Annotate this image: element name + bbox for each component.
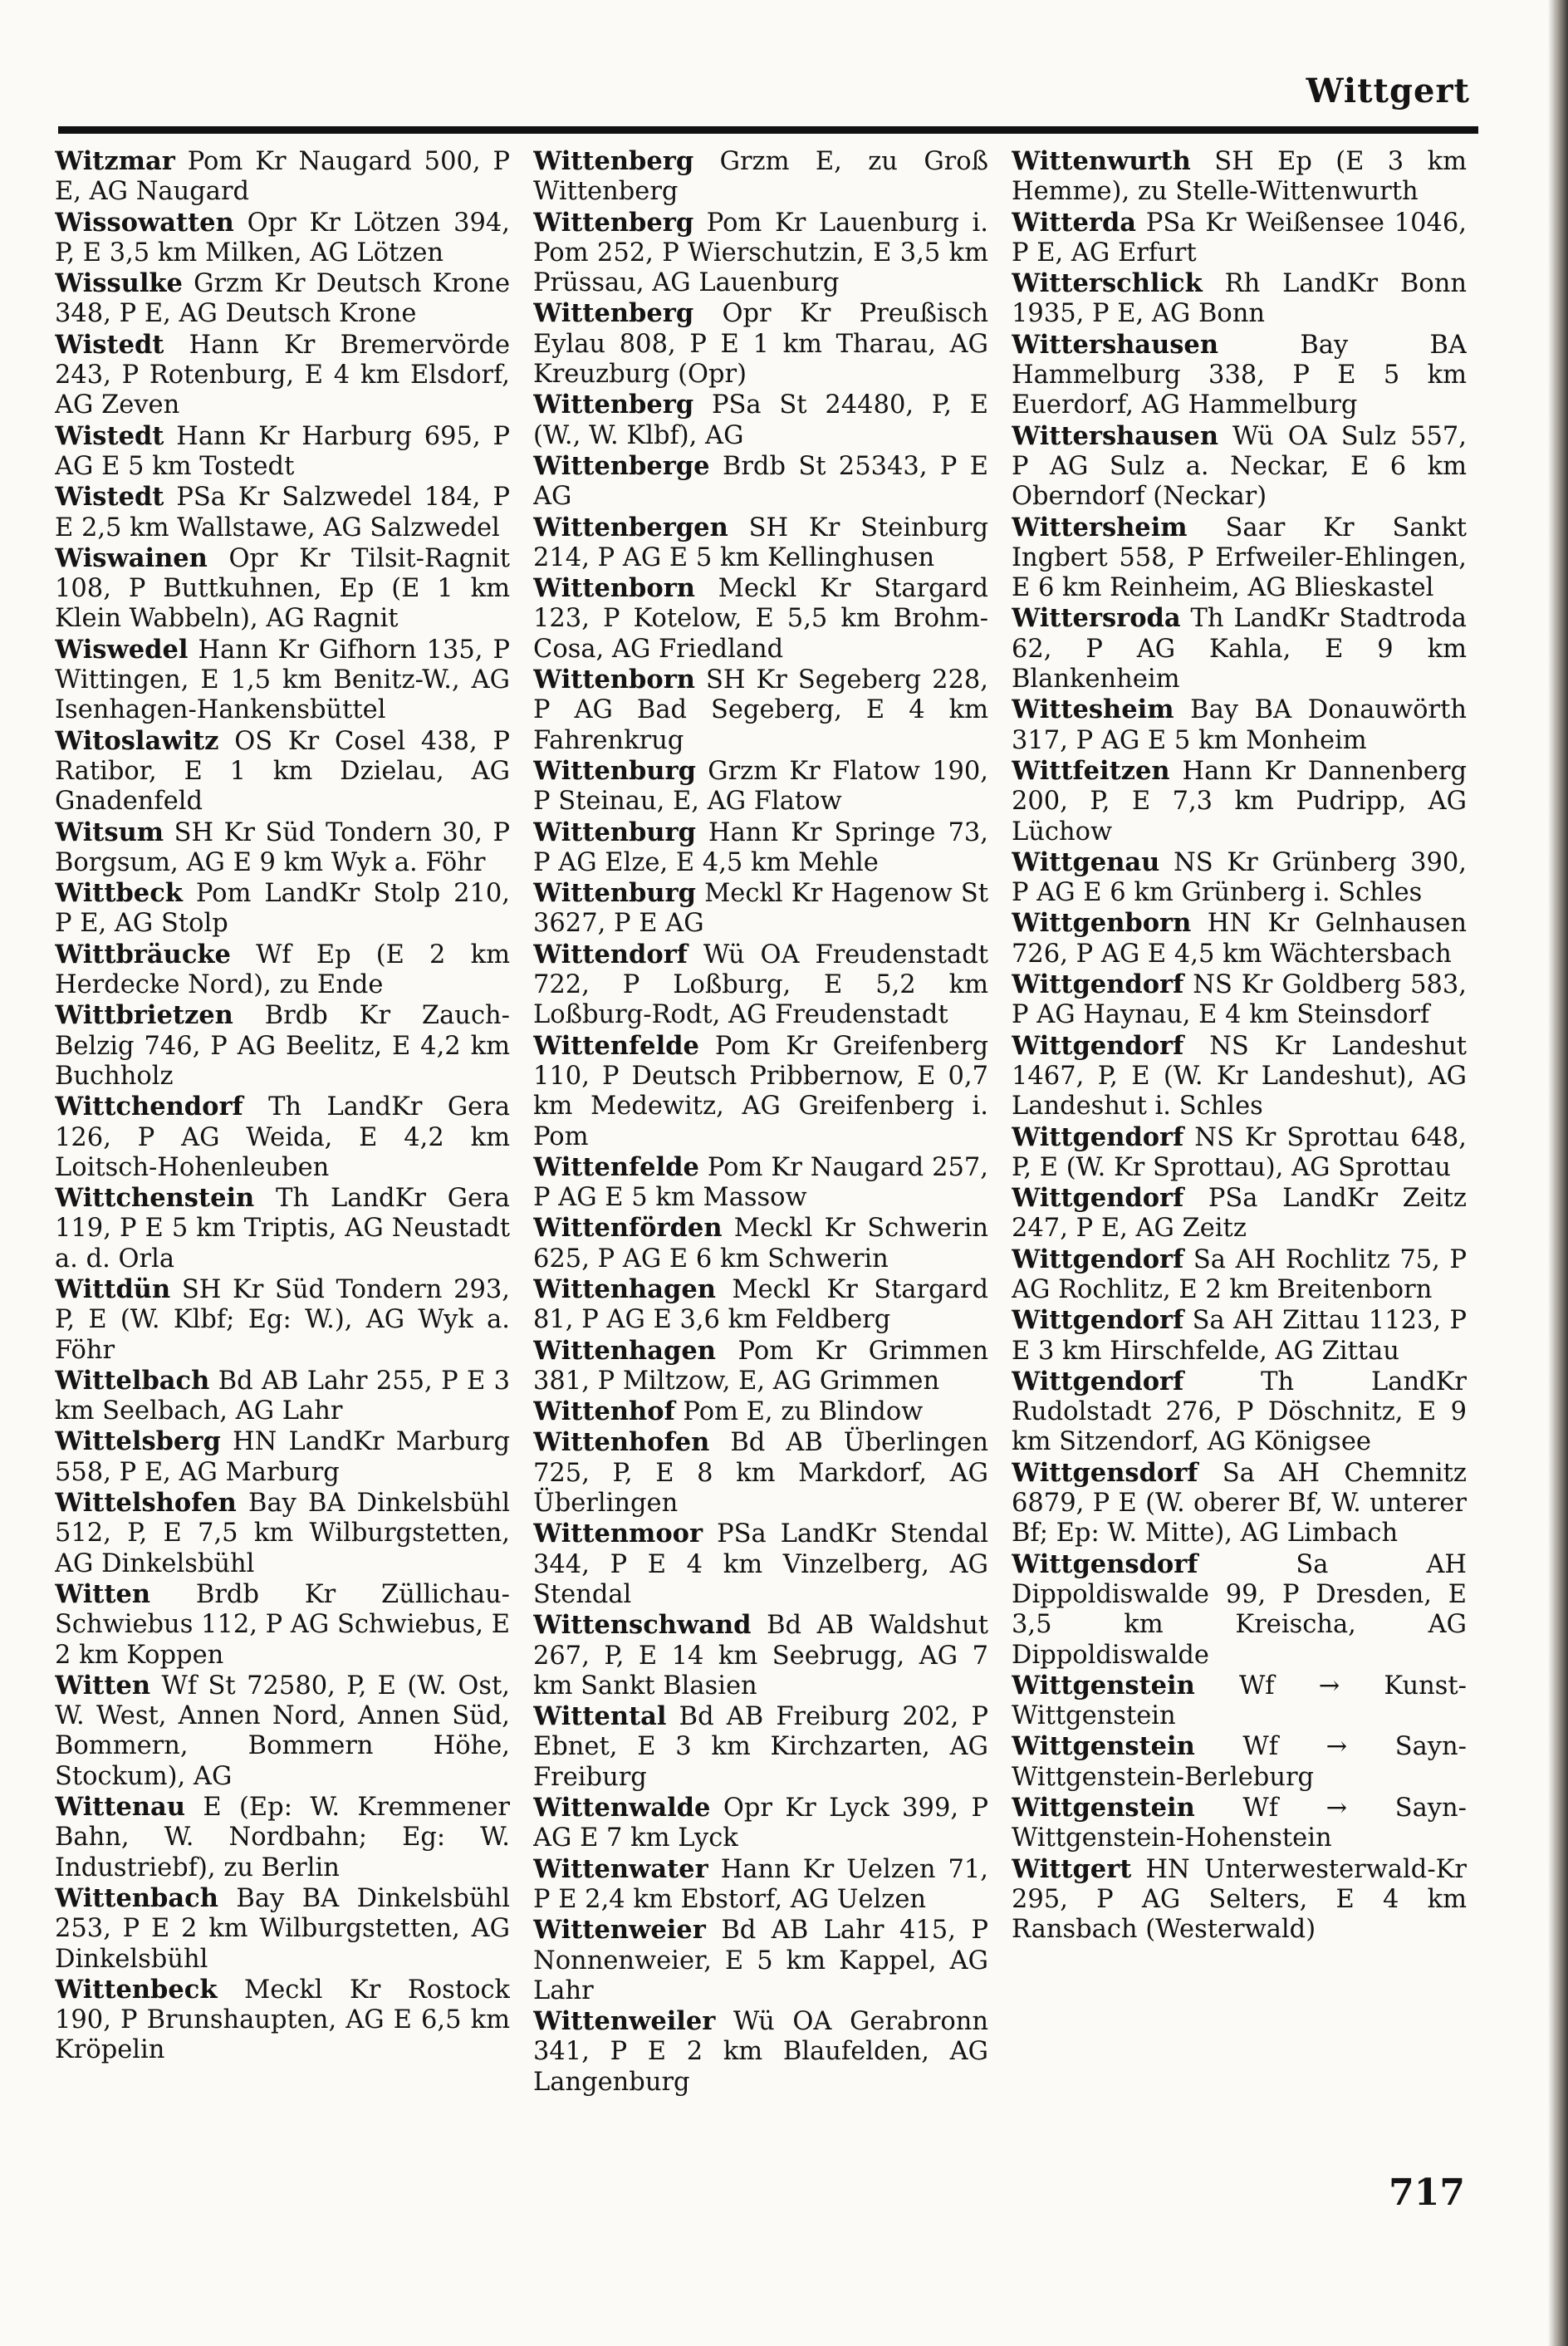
entry-headword: Wittgenborn [1012,908,1192,939]
entry-text: Hann Kr Dannenberg 200, P, E 7,3 km Pudripp, AG Lüchow [1012,756,1467,847]
gazetteer-entry [1012,330,1467,421]
entry-text: Wf St 72580, P, E (W. Ost, W. West, Annen Nord, Annen Süd, Bommern, Bommern Höhe, Stockum), AG [55,1671,510,1791]
entry-text: Pom Kr Grimmen 381, P Miltzow, E, AG Grimmen [533,1336,988,1396]
entry-headword: Wittbräucke [55,939,231,969]
entry-headword: Wittenau [55,1792,185,1823]
gazetteer-entry [55,1792,510,1883]
entry-headword: Wittenbach [55,1882,218,1913]
entry-headword: Wittgendorf [1012,1305,1184,1336]
gazetteer-entry [533,1854,988,1916]
entry-text: Wf → Sayn-Wittgenstein-Berleburg [1012,1732,1467,1792]
gazetteer-entry [55,1092,510,1183]
entry-headword: Wittgendorf [1012,1366,1184,1396]
gazetteer-entry [533,817,988,879]
gazetteer-entry [533,1152,988,1214]
entry-text: Opr Kr Lyck 399, P AG E 7 km Lyck [533,1794,988,1853]
entry-headword: Witten [55,1578,151,1609]
entry-headword: Wittenbergen [533,512,728,542]
entry-headword: Wittenburg [533,755,696,786]
gazetteer-entry [533,208,988,299]
gazetteer-entry [1012,1731,1467,1793]
entry-headword: Wissowatten [55,207,234,238]
entry-text: Hann Kr Gifhorn 135, P Wittingen, E 1,5 km Benitz-W., AG Isenhagen-Hankensbüttel [55,635,510,725]
gazetteer-entry [533,756,988,817]
entry-headword: Wittchenstein [55,1183,255,1214]
gazetteer-entry [533,1274,988,1336]
gazetteer-entry [533,1519,988,1610]
entry-headword: Wittgendorf [1012,1030,1184,1061]
entry-headword: Witterda [1012,207,1137,238]
entry-headword: Wittgendorf [1012,1244,1184,1274]
gazetteer-entry [1012,1458,1467,1549]
entry-text: Opr Kr Tilsit-Ragnit 108, P Buttkuhnen, Ep (E 1 km Klein Wabbeln), AG Ragnit [55,543,510,634]
gazetteer-entry [55,1579,510,1671]
gazetteer-entry [1012,146,1467,208]
entry-text: Hann Kr Harburg 695, P AG E 5 km Tostedt [55,421,510,481]
entry-headword: Wittenhof [533,1396,675,1427]
entry-text: Sa AH Chemnitz 6879, P E (W. oberer Bf, W. unterer Bf; Ep: W. Mitte), AG Limbach [1012,1458,1467,1548]
gazetteer-entry [533,1793,988,1854]
entry-text: NS Kr Landeshut 1467, P, E (W. Kr Landeshut), AG Landeshut i. Schles [1012,1031,1467,1121]
gazetteer-entry [1012,513,1467,604]
entry-text: Bd AB Überlingen 725, P, E 8 km Markdorf, AG Überlingen [533,1428,988,1519]
entry-headword: Wittgenstein [1012,1670,1195,1701]
entry-headword: Wittenberg [533,207,694,238]
gazetteer-entry [1012,1854,1467,1946]
entry-text: Th LandKr Gera 119, P E 5 km Triptis, AG Neustadt a. d. Orla [55,1184,510,1274]
column-2 [533,146,988,2157]
entry-text: Bd AB Lahr 415, P Nonnenweier, E 5 km Kappel, AG Lahr [533,1916,988,2005]
gazetteer-entry [1012,208,1467,269]
entry-text: Meckl Kr Stargard 123, P Kotelow, E 5,5 km Brohm-Cosa, AG Friedland [533,574,988,664]
entry-headword: Wittenmoor [533,1519,703,1549]
gazetteer-entry [1012,1367,1467,1458]
entry-headword: Wittgendorf [1012,1183,1184,1214]
entry-headword: Witten [55,1670,151,1701]
entry-text: Pom E, zu Blindow [683,1397,924,1427]
gazetteer-entry [533,1396,988,1427]
gazetteer-entry [55,1883,510,1975]
entry-text: Th LandKr Stadtroda 62, P AG Kahla, E 9 km Blankenheim [1012,604,1467,694]
gazetteer-entry [55,268,510,330]
page-number: 717 [1389,2172,1465,2214]
gazetteer-entry [55,635,510,726]
gazetteer-entry [533,1336,988,1397]
entry-headword: Wittenhagen [533,1274,716,1304]
entry-text: Brdb Kr Züllichau-Schwiebus 112, P AG Schwiebus, E 2 km Koppen [55,1579,510,1670]
entry-headword: Wittenschwand [533,1610,752,1641]
entry-headword: Wittenförden [533,1213,723,1244]
entry-headword: Wittenwater [533,1853,708,1884]
entry-headword: Wittenberge [533,450,710,481]
entry-text: Wü OA Sulz 557, P AG Sulz a. Neckar, E 6 km Oberndorf (Neckar) [1012,421,1467,512]
entry-headword: Wittgensdorf [1012,1548,1198,1579]
entry-text: Brdb Kr Zauch-Belzig 746, P AG Beelitz, E 4,2 km Buchholz [55,1001,510,1091]
entry-headword: Wittgenstein [1012,1793,1195,1823]
entry-text: Meckl Kr Schwerin 625, P AG E 6 km Schwerin [533,1214,988,1274]
gazetteer-entry [55,543,510,635]
gazetteer-entry [1012,421,1467,513]
gazetteer-entry [533,2006,988,2098]
entry-headword: Wittgert [1012,1853,1132,1884]
entry-headword: Wittfeitzen [1012,755,1170,786]
entry-text: NS Kr Goldberg 583, P AG Haynau, E 4 km Steinsdorf [1012,970,1467,1030]
entry-headword: Wittenweier [533,1915,706,1946]
entry-text: Wf → Sayn-Wittgenstein-Hohenstein [1012,1794,1467,1853]
entry-headword: Witterschlick [1012,268,1203,299]
entry-text: Wf Ep (E 2 km Herdecke Nord), zu Ende [55,940,510,1000]
entry-headword: Wittelsberg [55,1426,221,1457]
entry-headword: Wittdün [55,1274,171,1304]
entry-headword: Wittenburg [533,817,696,847]
entry-text: Pom Kr Greifenberg 110, P Deutsch Pribbernow, E 0,7 km Medewitz, AG Greifenberg i. Pom [533,1031,988,1151]
entry-headword: Wittersroda [1012,603,1181,634]
gazetteer-entry [55,330,510,421]
entry-text: PSa Kr Weißensee 1046, P E, AG Erfurt [1012,208,1467,267]
entry-text: HN LandKr Marburg 558, P E, AG Marburg [55,1427,510,1487]
entry-text: Wf → Kunst-Wittgenstein [1012,1671,1467,1731]
gazetteer-entry [1012,1793,1467,1854]
entry-text: E (Ep: W. Kremmener Bahn, W. Nordbahn; Eg: W. Industriebf), zu Berlin [55,1793,510,1882]
entry-headword: Wittenbeck [55,1974,218,2005]
entry-text: Bay BA Dinkelsbühl 253, P E 2 km Wilburgstetten, AG Dinkelsbühl [55,1883,510,1974]
entry-text: SH Kr Süd Tondern 293, P, E (W. Klbf; Eg: W.), AG Wyk a. Föhr [55,1274,510,1365]
entry-headword: Wittershausen [1012,329,1218,360]
entry-headword: Wiswedel [55,634,189,665]
gazetteer-entry [1012,1183,1467,1244]
entry-text: PSa LandKr Stendal 344, P E 4 km Vinzelberg, AG Stendal [533,1519,988,1609]
entry-text: PSa Kr Salzwedel 184, P E 2,5 km Wallstawe, AG Salzwedel [55,483,510,542]
entry-text: Brdb St 25343, P E AG [533,451,988,512]
gazetteer-entry [1012,268,1467,330]
entry-text: Th LandKr Rudolstadt 276, P Döschnitz, E 9 km Sitzendorf, AG Königsee [1012,1367,1467,1457]
entry-text: Bay BA Hammelburg 338, P E 5 km Euerdorf, AG Hammelburg [1012,330,1467,420]
entry-text: Bd AB Freiburg 202, P Ebnet, E 3 km Kirchzarten, AG Freiburg [533,1702,988,1792]
gazetteer-entry [55,1975,510,2066]
entry-headword: Wittenfelde [533,1030,699,1061]
entry-headword: Wittenberg [533,390,694,420]
entry-headword: Wistedt [55,482,164,513]
entry-headword: Wittgensdorf [1012,1457,1198,1488]
column-3 [1012,146,1467,2157]
entry-text: SH Ep (E 3 km Hemme), zu Stelle-Wittenwurth [1012,147,1467,207]
entry-text: NS Kr Grünberg 390, P AG E 6 km Grünberg i. Schles [1012,847,1467,908]
entry-text: Opr Kr Lötzen 394, P, E 3,5 km Milken, AG Lötzen [55,208,510,267]
entry-text: Saar Kr Sankt Ingbert 558, P Erfweiler-Ehlingen, E 6 km Reinheim, AG Blieskastel [1012,513,1467,603]
gazetteer-entry [1012,1549,1467,1671]
entry-text: NS Kr Sprottau 648, P, E (W. Kr Sprottau), AG Sprottau [1012,1122,1467,1182]
entry-headword: Wittenburg [533,878,696,909]
entry-headword: Wittenwalde [533,1793,711,1823]
entry-headword: Wittenwurth [1012,146,1191,176]
entry-text: HN Unterwesterwald-Kr 295, P AG Selters, E 4 km Ransbach (Westerwald) [1012,1854,1467,1945]
gazetteer-entry [533,940,988,1031]
entry-text: Meckl Kr Stargard 81, P AG E 3,6 km Feldberg [533,1274,988,1335]
entry-text: Pom Kr Naugard 500, P E, AG Naugard [55,147,510,207]
gazetteer-entry [533,451,988,513]
entry-headword: Wittelbach [55,1365,210,1396]
entry-text: Hann Kr Springe 73, P AG Elze, E 4,5 km Mehle [533,817,988,877]
gazetteer-entry [533,513,988,574]
entry-headword: Wistedt [55,329,164,360]
entry-headword: Wittgendorf [1012,1121,1184,1152]
entry-headword: Witoslawitz [55,725,219,756]
entry-text: Rh LandKr Bonn 1935, P E, AG Bonn [1012,269,1467,329]
entry-text: Grzm Kr Flatow 190, P Steinau, E, AG Flatow [533,756,988,817]
gazetteer-entry [1012,756,1467,847]
entry-text: Wü OA Freudenstadt 722, P Loßburg, E 5,2 km Loßburg-Rodt, AG Freudenstadt [533,940,988,1030]
entry-headword: Wittershausen [1012,420,1218,451]
gazetteer-entry [533,146,988,208]
gazetteer-entry [55,817,510,879]
entry-text: OS Kr Cosel 438, P Ratibor, E 1 km Dzielau, AG Gnadenfeld [55,726,510,817]
running-head: Wittgert [1306,71,1470,110]
gazetteer-entry [533,1427,988,1519]
gazetteer-columns [55,146,1467,2157]
entry-text: Sa AH Dippoldiswalde 99, P Dresden, E 3,5 km Kreischa, AG Dippoldiswalde [1012,1549,1467,1670]
gazetteer-entry [55,1274,510,1366]
entry-headword: Wittchendorf [55,1092,243,1122]
gazetteer-entry [55,146,510,208]
entry-text: Hann Kr Uelzen 71, P E 2,4 km Ebstorf, AG Uelzen [533,1854,988,1914]
entry-headword: Wittelshofen [55,1488,237,1519]
entry-text: Bd AB Lahr 255, P E 3 km Seelbach, AG Lahr [55,1366,510,1426]
entry-headword: Wittenborn [533,573,695,604]
gazetteer-entry [55,878,510,940]
entry-headword: Wittenhagen [533,1335,716,1366]
entry-headword: Wittenhofen [533,1427,710,1458]
gazetteer-entry [55,1488,510,1579]
gazetteer-entry [55,940,510,1001]
entry-headword: Witsum [55,817,164,847]
entry-text: PSa LandKr Zeitz 247, P E, AG Zeitz [1012,1184,1467,1244]
gazetteer-entry [1012,908,1467,969]
gazetteer-entry [1012,603,1467,694]
entry-text: PSa St 24480, P, E (W., W. Klbf), AG [533,390,988,450]
entry-text: SH Kr Steinburg 214, P AG E 5 km Kellinghusen [533,513,988,572]
gazetteer-entry [1012,694,1467,756]
gazetteer-entry [533,390,988,451]
entry-headword: Wittgenstein [1012,1731,1195,1762]
gazetteer-entry [55,482,510,543]
page-edge-shadow [1548,0,1568,2346]
entry-text: Meckl Kr Rostock 190, P Brunshaupten, AG E 6,5 km Kröpelin [55,1975,510,2065]
entry-text: HN Kr Gelnhausen 726, P AG E 4,5 km Wächtersbach [1012,909,1467,969]
entry-text: Wü OA Gerabronn 341, P E 2 km Blaufelden, AG Langenburg [533,2007,988,2097]
entry-text: Pom Kr Lauenburg i. Pom 252, P Wierschutzin, E 3,5 km Prüssau, AG Lauenburg [533,208,988,298]
entry-headword: Wittbeck [55,878,183,909]
gazetteer-entry [533,878,988,940]
entry-text: Grzm Kr Deutsch Krone 348, P E, AG Deutsch Krone [55,269,510,329]
entry-headword: Wittesheim [1012,694,1174,725]
entry-headword: Wittenberg [533,146,694,176]
gazetteer-entry [1012,1305,1467,1367]
entry-headword: Wittersheim [1012,512,1188,542]
gazetteer-entry [55,726,510,817]
gazetteer-entry [1012,847,1467,909]
column-1 [55,146,510,2157]
gazetteer-entry [1012,1671,1467,1732]
entry-text: Sa AH Rochlitz 75, P AG Rochlitz, E 2 km Breitenborn [1012,1244,1467,1304]
gazetteer-entry [55,1366,510,1427]
gazetteer-entry [55,1671,510,1792]
entry-headword: Wittenfelde [533,1151,699,1182]
entry-text: Bay BA Dinkelsbühl 512, P, E 7,5 km Wilburgstetten, AG Dinkelsbühl [55,1489,510,1578]
entry-text: Grzm E, zu Groß Wittenberg [533,147,988,207]
gazetteer-entry [55,1000,510,1092]
entry-headword: Wittenweiler [533,2006,716,2037]
entry-headword: Wittental [533,1701,667,1732]
entry-text: Pom LandKr Stolp 210, P E, AG Stolp [55,879,510,939]
entry-headword: Wiswainen [55,542,208,573]
gazetteer-entry [533,1701,988,1793]
entry-headword: Wittgendorf [1012,969,1184,1000]
entry-text: Meckl Kr Hagenow St 3627, P E AG [533,879,988,939]
gazetteer-entry [1012,1122,1467,1184]
gazetteer-entry [533,665,988,756]
gazetteer-entry [533,298,988,390]
gazetteer-entry [533,1213,988,1274]
entry-headword: Wittendorf [533,939,688,969]
entry-text: Th LandKr Gera 126, P AG Weida, E 4,2 km Loitsch-Hohenleuben [55,1092,510,1182]
entry-text: Bd AB Waldshut 267, P, E 14 km Seebrugg, AG 7 km Sankt Blasien [533,1611,988,1701]
gazetteer-entry [55,421,510,483]
gazetteer-entry [55,208,510,269]
entry-text: Opr Kr Preußisch Eylau 808, P E 1 km Tharau, AG Kreuzburg (Opr) [533,299,988,390]
entry-text: Pom Kr Naugard 257, P AG E 5 km Massow [533,1152,988,1213]
entry-headword: Wittgenau [1012,847,1160,877]
entry-headword: Wittenberg [533,298,694,329]
entry-headword: Wittbrietzen [55,1000,233,1031]
gazetteer-entry [533,573,988,665]
gazetteer-entry [55,1426,510,1488]
entry-text: Hann Kr Bremervörde 243, P Rotenburg, E 4 km Elsdorf, AG Zeven [55,330,510,420]
entry-headword: Wissulke [55,268,183,299]
gazetteer-entry [533,1610,988,1701]
entry-text: SH Kr Süd Tondern 30, P Borgsum, AG E 9 km Wyk a. Föhr [55,817,510,877]
gazetteer-entry [533,1915,988,2006]
entry-headword: Wittenborn [533,665,695,695]
gazetteer-entry [55,1183,510,1274]
entry-text: SH Kr Segeberg 228, P AG Bad Segeberg, E 4 km Fahrenkrug [533,665,988,755]
entry-headword: Wistedt [55,420,164,451]
gazetteer-entry [1012,1031,1467,1122]
gazetteer-entry [1012,969,1467,1031]
entry-text: Sa AH Zittau 1123, P E 3 km Hirschfelde, AG Zittau [1012,1306,1467,1366]
header-rule [58,126,1478,134]
entry-headword: Witzmar [55,146,175,176]
gazetteer-entry [1012,1244,1467,1306]
gazetteer-entry [533,1031,988,1152]
entry-text: Bay BA Donauwörth 317, P AG E 5 km Monheim [1012,695,1467,755]
